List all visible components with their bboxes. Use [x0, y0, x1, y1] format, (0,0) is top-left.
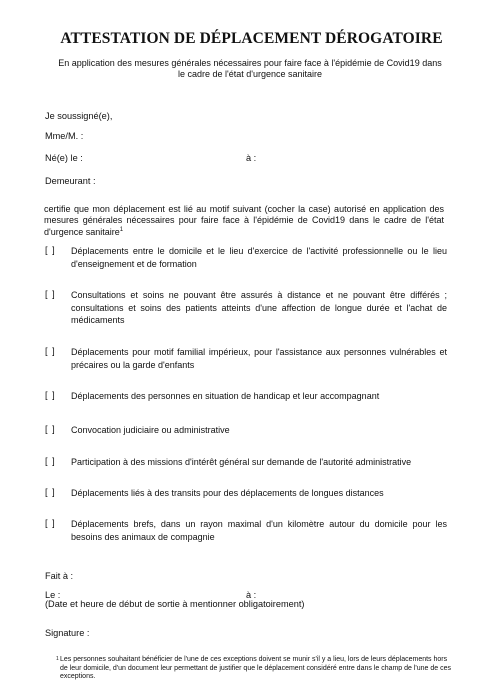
certify-text: certifie que mon déplacement est lié au motif suivant (cocher la case) autorisé en application des mesures générales nécessaires pour faire face à l'épidémie de Covid19 dans le cadre de l'état d'urgence sanitaire — [44, 204, 444, 237]
fait-a-field-label[interactable]: Fait à : — [45, 571, 74, 581]
address-field-label[interactable]: Demeurant : — [45, 176, 96, 186]
document-title: ATTESTATION DE DÉPLACEMENT DÉROGATOIRE — [60, 30, 443, 47]
checkbox-health[interactable]: [ ] — [45, 289, 56, 299]
birth-date-field-label[interactable]: Né(e) le : — [45, 153, 83, 163]
checkbox-general-interest[interactable]: [ ] — [45, 456, 56, 466]
option-label: Déplacements entre le domicile et le lieu d'exercice de l'activité professionnelle ou le lieu d'enseignement et de formation — [71, 246, 447, 269]
checkbox-convocation[interactable]: [ ] — [45, 424, 56, 434]
birth-place-field-label[interactable]: à : — [246, 153, 257, 163]
footnote-reference: 1 — [119, 227, 124, 233]
option-label: Déplacements pour motif familial impérieux, pour l'assistance aux personnes vulnérables et précaires ou la garde d'enfants — [71, 347, 447, 370]
footnote-text: Les personnes souhaitant bénéficier de l'une de ces exceptions doivent se munir s'il y a lieu, lors de leurs déplacements hors de leur domicile, d'un document leur permettant de justifier que le déplacement considéré entre dans le champ de l'une de ces exceptions. — [60, 656, 452, 680]
certify-paragraph — [44, 204, 444, 238]
intro-paragraph — [40, 58, 460, 80]
datetime-note: (Date et heure de début de sortie à mentionner obligatoirement) — [45, 599, 305, 609]
checkbox-pets[interactable]: [ ] — [45, 518, 56, 528]
checkbox-family[interactable]: [ ] — [45, 346, 56, 356]
date-field-label[interactable]: Le : — [45, 590, 61, 600]
option-label: Déplacements liés à des transits pour des déplacements de longues distances — [71, 488, 384, 498]
signature-field-label[interactable]: Signature : — [45, 628, 90, 638]
checkbox-professional[interactable]: [ ] — [45, 245, 56, 255]
option-label: Convocation judiciaire ou administrative — [71, 425, 230, 435]
footnote — [56, 656, 455, 682]
option-label: Déplacements brefs, dans un rayon maximal d'un kilomètre autour du domicile pour les besoins des animaux de compagnie — [71, 519, 447, 542]
soussigne-label: Je soussigné(e), — [45, 111, 113, 121]
checkbox-handicap[interactable]: [ ] — [45, 390, 56, 400]
name-field-label[interactable]: Mme/M. : — [45, 131, 84, 141]
option-label: Déplacements des personnes en situation de handicap et leur accompagnant — [71, 391, 380, 401]
intro-line-1: En application des mesures générales nécessaires pour faire face à l'épidémie de Covid19 dans — [58, 58, 442, 68]
checkbox-transit[interactable]: [ ] — [45, 487, 56, 497]
time-field-label[interactable]: à : — [246, 590, 257, 600]
footnote-number: 1 — [56, 656, 59, 662]
option-label: Consultations et soins ne pouvant être assurés à distance et ne pouvant être différés ; consultations et soins des patients atteints d'une affection de longue durée et l'achat de médicaments — [71, 290, 447, 325]
option-label: Participation à des missions d'intérêt général sur demande de l'autorité administrative — [71, 457, 412, 467]
intro-line-2: le cadre de l'état d'urgence sanitaire — [177, 69, 323, 79]
